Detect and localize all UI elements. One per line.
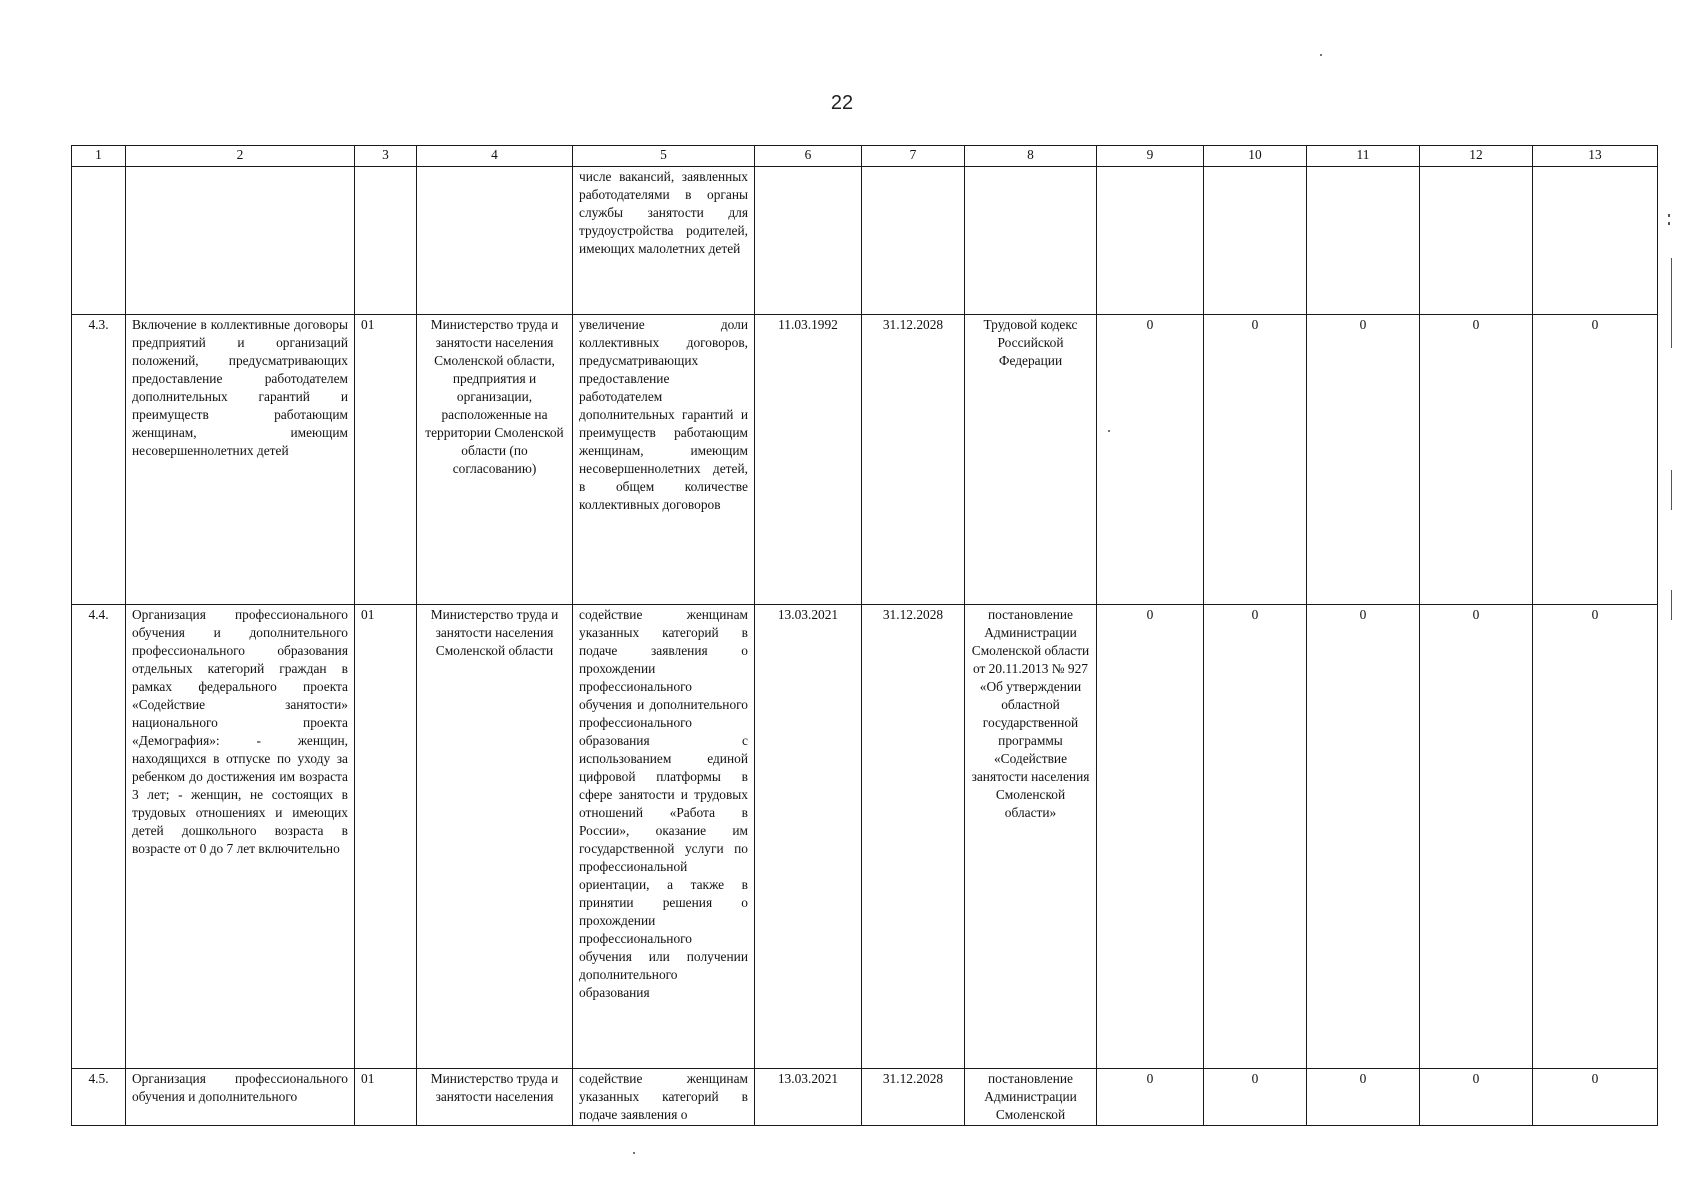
value: 0	[1097, 605, 1204, 1069]
row-index: 4.5.	[72, 1069, 126, 1126]
column-number-row	[72, 146, 1658, 167]
value	[1097, 167, 1204, 315]
column-number: 12	[1420, 146, 1533, 167]
code	[355, 167, 417, 315]
scan-speck	[1320, 54, 1322, 56]
value: 0	[1420, 605, 1533, 1069]
value: 0	[1533, 1069, 1658, 1126]
margin-mark	[1671, 470, 1672, 510]
legal-basis	[965, 167, 1097, 315]
value: 0	[1204, 605, 1307, 1069]
value: 0	[1204, 315, 1307, 605]
value	[1204, 167, 1307, 315]
legal-basis: постановление Администрации Смоленской области от 20.11.2013 № 927 «Об утверждении областной государственной программы «Содействие занятости населения Смоленской области»	[965, 605, 1097, 1069]
column-number: 1	[72, 146, 126, 167]
legal-basis: Трудовой кодекс Российской Федерации	[965, 315, 1097, 605]
value	[1533, 167, 1658, 315]
value: 0	[1533, 605, 1658, 1069]
margin-mark	[1671, 590, 1672, 620]
column-number: 4	[417, 146, 573, 167]
column-number: 3	[355, 146, 417, 167]
expected-result: содействие женщинам указанных категорий в подаче заявления о	[573, 1069, 755, 1126]
column-number: 9	[1097, 146, 1204, 167]
code: 01	[355, 1069, 417, 1126]
row-index	[72, 167, 126, 315]
measures-table	[71, 145, 1658, 1126]
table-row	[72, 605, 1658, 1069]
responsible	[417, 167, 573, 315]
responsible: Министерство труда и занятости населения	[417, 1069, 573, 1126]
value	[1420, 167, 1533, 315]
value: 0	[1097, 315, 1204, 605]
start-date: 13.03.2021	[755, 1069, 862, 1126]
value: 0	[1307, 605, 1420, 1069]
margin-mark	[1668, 222, 1670, 225]
value	[1307, 167, 1420, 315]
start-date: 11.03.1992	[755, 315, 862, 605]
expected-result: увеличение доли коллективных договоров, предусматривающих предоставление работодателем дополнительных гарантий и преимуществ работающим женщинам, имеющим несовершеннолетних детей, в общем количестве коллективных договоров	[573, 315, 755, 605]
column-number: 2	[126, 146, 355, 167]
column-number: 7	[862, 146, 965, 167]
end-date: 31.12.2028	[862, 1069, 965, 1126]
end-date	[862, 167, 965, 315]
value: 0	[1097, 1069, 1204, 1126]
column-number: 6	[755, 146, 862, 167]
measure-title: Организация профессионального обучения и дополнительного профессионального образования отдельных категорий граждан в рамках федерального проекта «Содействие занятости» национального проекта «Демография»: - женщин, находящихся в отпуске по уходу за ребенком до достижения им возраста 3 лет; - женщин, не состоящих в трудовых отношениях и имеющих детей дошкольного возраста в возрасте от 0 до 7 лет включительно	[126, 605, 355, 1069]
row-index: 4.3.	[72, 315, 126, 605]
value: 0	[1420, 1069, 1533, 1126]
value: 0	[1533, 315, 1658, 605]
end-date: 31.12.2028	[862, 315, 965, 605]
code: 01	[355, 315, 417, 605]
table-row	[72, 315, 1658, 605]
expected-result: содействие женщинам указанных категорий в подаче заявления о прохождении профессионального обучения и дополнительного профессионального образования с использованием единой цифровой платформы в сфере занятости и трудовых отношений «Работа в России», оказание им государственной услуги по профессиональной ориентации, а также в принятии решения о прохождении профессионального обучения или получении дополнительного образования	[573, 605, 755, 1069]
value: 0	[1420, 315, 1533, 605]
value: 0	[1204, 1069, 1307, 1126]
measure-title: Организация профессионального обучения и дополнительного	[126, 1069, 355, 1126]
value: 0	[1307, 315, 1420, 605]
start-date: 13.03.2021	[755, 605, 862, 1069]
row-index: 4.4.	[72, 605, 126, 1069]
expected-result: числе вакансий, заявленных работодателями в органы службы занятости для трудоустройства родителей, имеющих малолетних детей	[573, 167, 755, 315]
margin-mark	[1671, 258, 1672, 348]
legal-basis: постановление Администрации Смоленской	[965, 1069, 1097, 1126]
responsible: Министерство труда и занятости населения Смоленской области	[417, 605, 573, 1069]
scan-speck	[633, 1152, 635, 1154]
column-number: 5	[573, 146, 755, 167]
start-date	[755, 167, 862, 315]
column-number: 11	[1307, 146, 1420, 167]
measure-title: Включение в коллективные договоры предприятий и организаций положений, предусматривающих предоставление работодателем дополнительных гарантий и преимуществ работающим женщинам, имеющим несовершеннолетних детей	[126, 315, 355, 605]
column-number: 10	[1204, 146, 1307, 167]
column-number: 8	[965, 146, 1097, 167]
measure-title	[126, 167, 355, 315]
end-date: 31.12.2028	[862, 605, 965, 1069]
table-row	[72, 167, 1658, 315]
responsible: Министерство труда и занятости населения Смоленской области, предприятия и организации, расположенные на территории Смоленской области (по согласованию)	[417, 315, 573, 605]
table-row	[72, 1069, 1658, 1126]
value: 0	[1307, 1069, 1420, 1126]
margin-mark	[1668, 214, 1670, 217]
page-number: 22	[830, 92, 854, 114]
code: 01	[355, 605, 417, 1069]
column-number: 13	[1533, 146, 1658, 167]
